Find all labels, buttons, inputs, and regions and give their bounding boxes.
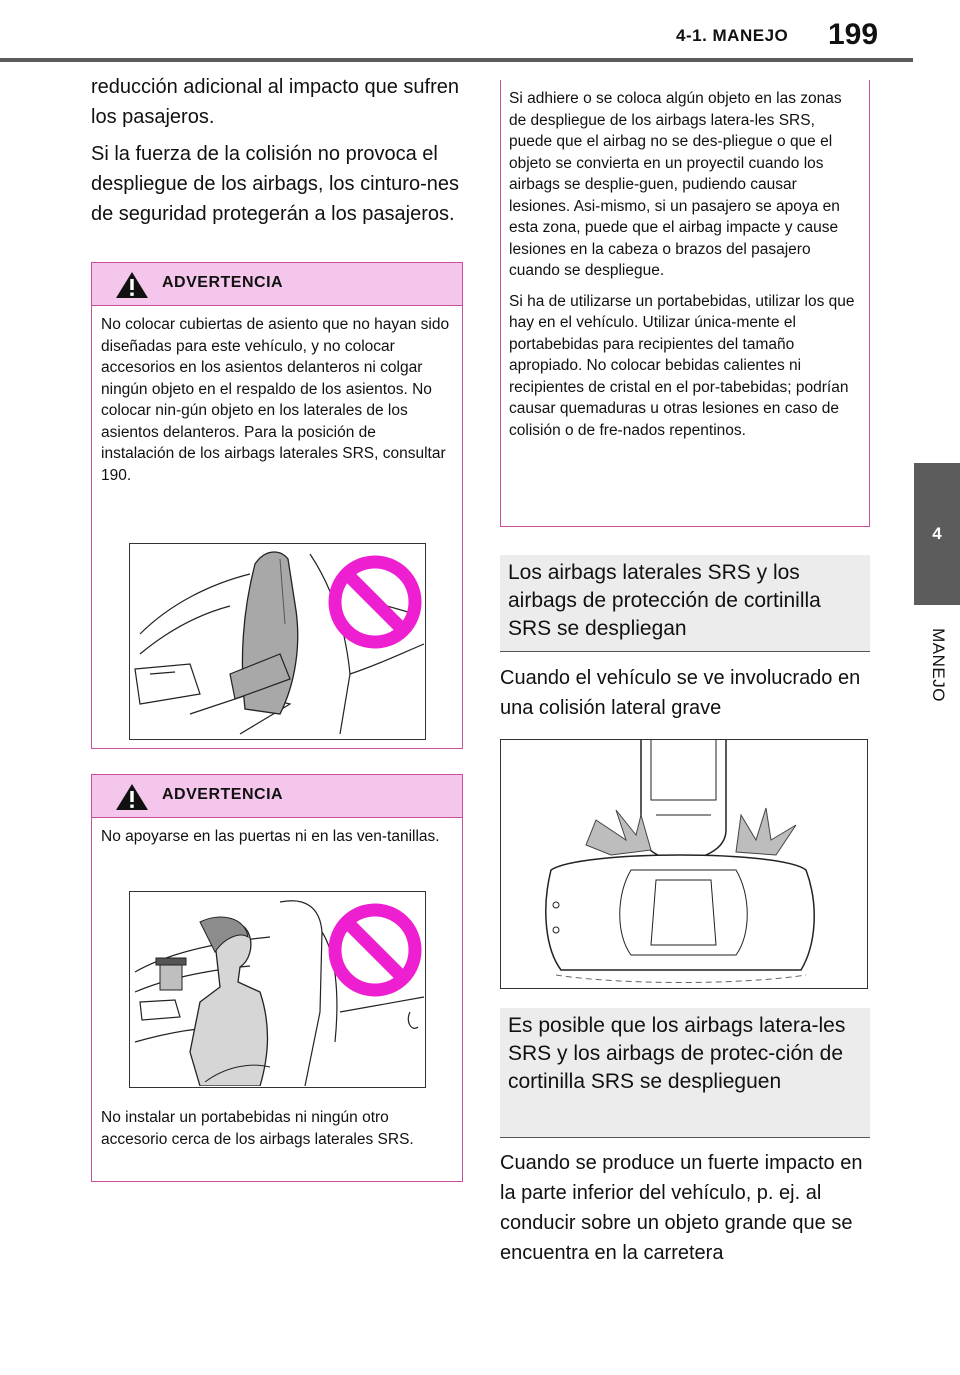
warning-box-1 [91,262,463,749]
illustration-seat-cover [129,543,426,740]
warning-header [92,263,462,306]
warning-header [92,775,462,818]
section-1-paragraph: Cuando el vehículo se ve involucrado en una colisión lateral grave [500,667,861,719]
chapter-label-text: MANEJO [929,628,948,702]
subheading-1 [500,555,870,652]
page-header [0,0,960,62]
subheading-2-text: Es posible que los airbags latera-les SRS y los airbags de protec-ción de cortinilla SRS se desplieguen [508,1014,846,1093]
warning-text-2: No instalar un portabebidas ni ningún otro accesorio cerca de los airbags laterales SRS. [101,1109,414,1148]
subheading-1-text: Los airbags laterales SRS y los airbags de protección de cortinilla SRS se despliegan [508,561,821,640]
intro-paragraph-1: reducción adicional al impacto que sufren los pasajeros. [91,76,459,128]
warning-continuation [500,80,870,527]
page-number: 199 [828,18,879,51]
warning-body [92,306,462,486]
header-rule [0,58,913,62]
subheading-2 [500,1008,870,1138]
chapter-number: 4 [932,524,942,543]
warning-title: ADVERTENCIA [162,786,284,803]
section-2-paragraph: Cuando se produce un fuerte impacto en la parte inferior del vehículo, p. ej. al conducir sobre un objeto grande que se encuentra en la carretera [500,1152,863,1264]
section-title: 4-1. MANEJO [676,26,789,45]
leaning-passenger-drawing [130,892,424,1086]
illustration-leaning-passenger [129,891,426,1088]
illustration-side-collision [500,739,868,989]
chapter-label [920,620,956,710]
intro-text [91,72,463,236]
warning-text: No colocar cubiertas de asiento que no hayan sido diseñadas para este vehículo, y no colocar accesorios en los asientos delanteros ni colgar ningún objeto en el respaldo de los asientos. No colocar nin-gún objeto en los laterales de los asientos delanteros. Para la posición de instalación de los airbags laterales SRS, consultar 190. [101,316,450,484]
seat-cover-drawing [130,544,424,738]
side-collision-drawing [501,740,866,987]
section-2-text [500,1148,872,1275]
warning-body [92,818,462,848]
warning-text-1: No apoyarse en las puertas ni en las ven-tanillas. [101,828,440,845]
warning-body-2 [92,1099,462,1150]
section-1-text [500,663,870,730]
warning-box-2 [91,774,463,1182]
chapter-tab [914,463,960,605]
warning-triangle-icon [115,783,149,811]
intro-paragraph-2: Si la fuerza de la colisión no provoca el despliegue de los airbags, los cinturo-nes de seguridad protegerán a los pasajeros. [91,143,459,225]
note-paragraph-2: Si ha de utilizarse un portabebidas, utilizar los que hay en el vehículo. Utilizar única-mente el portabebidas para recipientes del tamaño apropiado. No colocar bebidas calientes ni recipientes de cristal en el por-tabebidas; podrían causar quemaduras u otras lesiones en caso de colisión o de fre-nados repentinos. [509,292,855,439]
note-paragraph-1: Si adhiere o se coloca algún objeto en las zonas de despliegue de los airbags latera-les SRS, puede que el airbag no se des-pliegue o que el objeto se convierta en un proyectil cuando los airbags se desplie-guen, pudiendo causar lesiones. Asi-mismo, si un pasajero se apoya en esta zona, puede que el airbag impacte y cause lesiones en la cabeza o brazos del pasajero cuando se despliegue. [509,90,842,279]
warning-title: ADVERTENCIA [162,274,284,291]
warning-triangle-icon [115,271,149,299]
